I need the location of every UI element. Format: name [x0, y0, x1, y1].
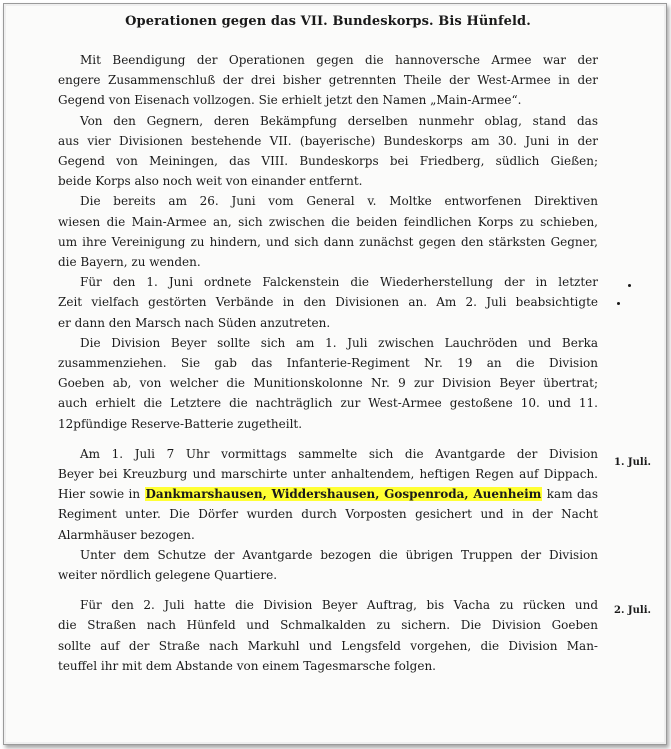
- highlighted-place-names: Dankmarshausen, Widdershausen, Gospenroda, Auenheim: [145, 487, 542, 502]
- page-title: Operationen gegen das VII. Bundeskorps. Bis Hünfeld.: [125, 14, 531, 29]
- text-line: die Bayern, zu wenden.: [58, 255, 201, 270]
- text-line: teuffel ihr mit dem Abstande von einem Tagesmarsche folgen.: [58, 658, 436, 673]
- text-line: Zeit vielfach gestörten Verbände in den Divisionen an. Am 2. Juli beabsichtigte: [58, 295, 598, 310]
- paragraph-3: [58, 191, 598, 272]
- text-line: Regiment unter. Die Dörfer wurden durch Vorposten gesichert und in der Nacht: [58, 507, 598, 522]
- text-line: die Straßen nach Hünfeld und Schmalkalden zu sichern. Die Division Goeben: [58, 618, 598, 633]
- text-line: weiter nördlich gelegene Quartiere.: [58, 568, 278, 583]
- text-line: Gegend von Meiningen, das VIII. Bundeskorps bei Friedberg, südlich Gießen;: [58, 154, 598, 169]
- text-line: zusammenziehen. Sie gab das Infanterie-Regiment Nr. 19 an die Division: [58, 356, 598, 371]
- text-line: Unter dem Schutze der Avantgarde bezogen die übrigen Truppen der Division: [80, 547, 598, 562]
- text-line: Von den Gegnern, deren Bekämpfung derselben nunmehr oblag, stand das: [80, 113, 598, 128]
- text-line: Für den 1. Juni ordnete Falckenstein die Wiederherstellung der in letzter: [80, 275, 598, 290]
- text-line: Die bereits am 26. Juni vom General v. Moltke entworfenen Direktiven: [80, 194, 598, 209]
- paragraph-8: [58, 595, 598, 676]
- margin-note-date: 2. Juli.: [613, 605, 651, 616]
- text-line: wiesen die Main-Armee an, sich zwischen die beiden feindlichen Korps zu schieben,: [58, 214, 598, 229]
- text-line: sollte auf der Straße nach Markuhl und Lengsfeld vorgehen, die Division Man-: [58, 638, 598, 653]
- print-speck: [628, 284, 631, 287]
- paragraph-1: [58, 50, 598, 111]
- text-line: engere Zusammenschluß der drei bisher getrennten Theile der West-Armee in der: [58, 73, 598, 88]
- text-line: Goeben ab, von welcher die Munitionskolonne Nr. 9 zur Division Beyer übertrat;: [58, 376, 598, 391]
- text-line: Für den 2. Juli hatte die Division Beyer Auftrag, bis Vacha zu rücken und: [80, 598, 598, 613]
- text-segment: Hier sowie in: [58, 487, 145, 502]
- print-speck: [617, 302, 620, 305]
- text-line: Am 1. Juli 7 Uhr vormittags sammelte sich die Avantgarde der Division: [80, 446, 598, 461]
- margin-note-date: 1. Juli.: [613, 457, 651, 468]
- text-line: Mit Beendigung der Operationen gegen die hannoversche Armee war der: [80, 53, 598, 67]
- paragraph-6: [58, 444, 598, 545]
- paragraph-2: [58, 111, 598, 192]
- text-line: er dann den Marsch nach Süden anzutreten.: [58, 315, 331, 330]
- text-line: auch erhielt die Letztere die nachträglich zur West-Armee gestoßene 10. und 11.: [58, 396, 598, 411]
- paragraph-5: [58, 333, 598, 434]
- text-line: Die Division Beyer sollte sich am 1. Juli zwischen Lauchröden und Berka: [80, 335, 598, 350]
- text-line: Gegend von Eisenach vollzogen. Sie erhielt jetzt den Namen „Main-Armee“.: [58, 93, 522, 108]
- text-line: beide Korps also noch weit von einander entfernt.: [58, 174, 363, 189]
- text-line: 12pfündige Reserve-Batterie zugetheilt.: [58, 416, 303, 431]
- paragraph-7: [58, 545, 598, 585]
- paragraph-4: [58, 272, 598, 333]
- text-segment: kam das: [542, 487, 598, 502]
- text-line: Alarmhäuser bezogen.: [58, 527, 195, 542]
- text-line: aus vier Divisionen bestehende VII. (bayerische) Bundeskorps am 30. Juni in der: [58, 133, 598, 148]
- text-line: Beyer bei Kreuzburg und marschirte unter anhaltendem, heftigen Regen auf Dippach.: [58, 467, 598, 482]
- highlighted-text-line: [58, 484, 598, 504]
- document-page: [58, 14, 598, 676]
- text-line: um ihre Vereinigung zu hindern, und sich dann zunächst gegen den stärksten Gegner,: [58, 234, 598, 249]
